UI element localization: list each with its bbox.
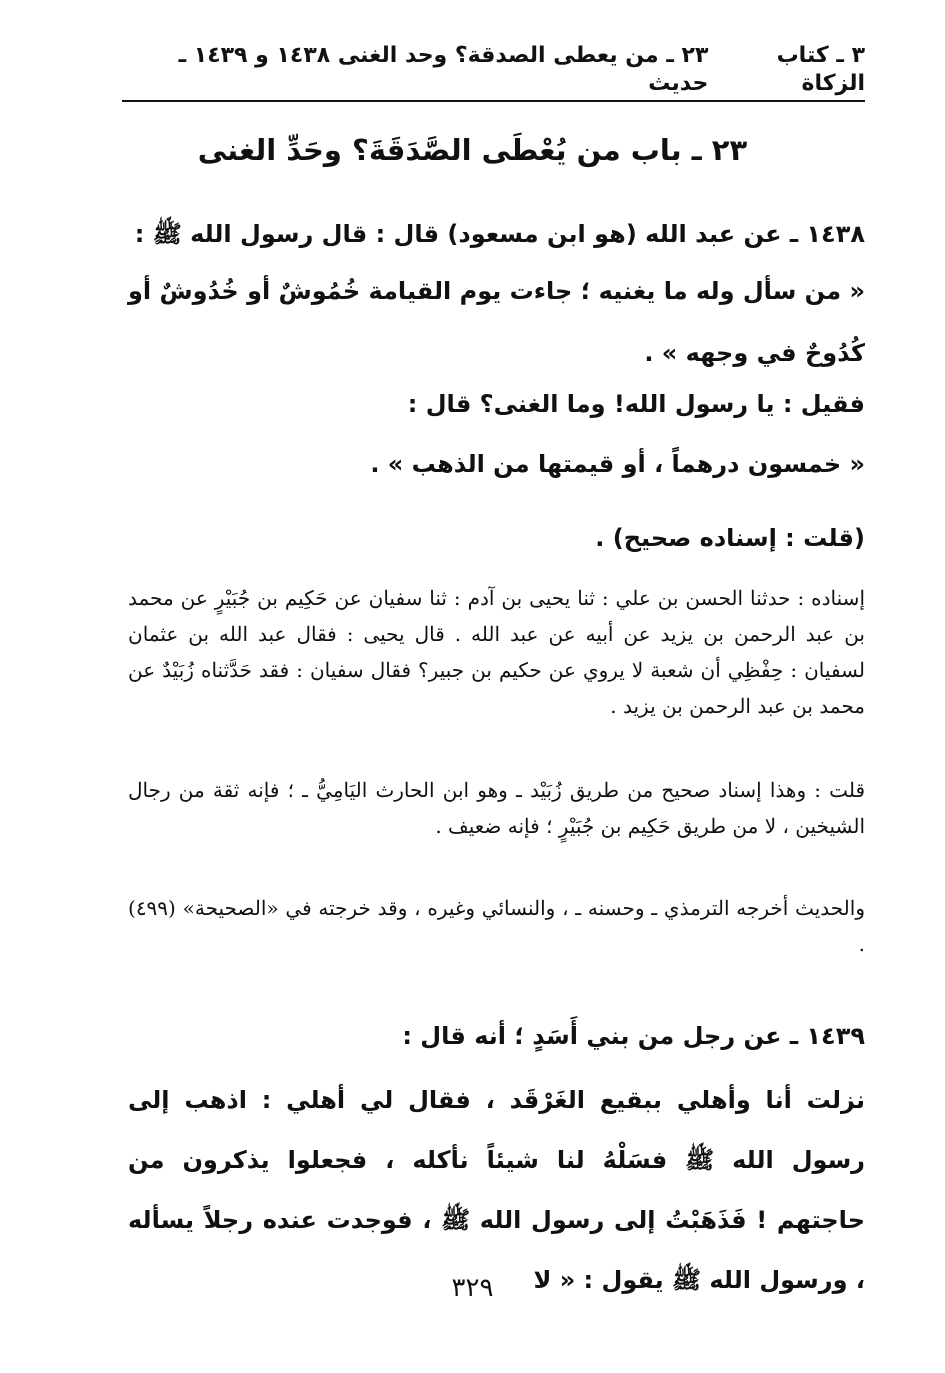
- header-book-title: ٣ ـ كتاب الزكاة: [776, 43, 865, 96]
- hadith-1438-answer: « خمسون درهماً ، أو قيمتها من الذهب » .: [370, 450, 865, 478]
- header-chapter-ref: ٢٣ ـ من يعطى الصدقة؟ وحد الغنى ١٤٣٨ و ١٤٣٩ ـ حديث: [178, 43, 709, 96]
- hadith-1438-isnad: إسناده : حدثنا الحسن بن علي : ثنا يحيى بن آدم : ثنا سفيان عن حَكِيم بن جُبَيْرٍ عن محمد بن عبد الرحمن بن يزيد عن أبيه عن عبد الله . قال يحيى : فقال عبد الله بن عثمان لسفيان : حِفْظِي أن شعبة لا يروي عن حكيم بن جبير؟ فقال سفيان : فقد حَدَّثناه زُبَيْدٌ عن محمد بن عبد الرحمن بن يزيد .: [128, 586, 865, 718]
- hadith-1438-heading: ١٤٣٨ ـ عن عبد الله (هو ابن مسعود) قال : قال رسول الله ﷺ :: [134, 220, 865, 248]
- hadith-1438-question: فقيل : يا رسول الله! وما الغنى؟ قال :: [407, 390, 865, 418]
- page-number: ٣٢٩: [451, 1273, 494, 1303]
- hadith-1438-text: « من سأل وله ما يغنيه ؛ جاءت يوم القيامة خُمُوشٌ أو خُدُوشٌ أو كُدُوحٌ في وجهه » .: [128, 277, 865, 367]
- running-header: [122, 43, 865, 98]
- hadith-1438-grading: (قلت : إسناده صحيح) .: [595, 524, 865, 552]
- chapter-title: ٢٣ ـ باب من يُعْطَى الصَّدَقَةَ؟ وحَدِّ الغنى: [197, 133, 748, 167]
- header-rule: [122, 100, 865, 102]
- hadith-1438-comment: قلت : وهذا إسناد صحيح من طريق زُبَيْد ـ وهو ابن الحارث اليَامِيُّ ـ ؛ فإنه ثقة من رجال الشيخين ، لا من طريق حَكِيم بن جُبَيْرٍ ؛ فإنه ضعيف .: [128, 778, 866, 838]
- hadith-1439-heading: ١٤٣٩ ـ عن رجل من بني أَسَدٍ ؛ أنه قال :: [402, 1022, 865, 1050]
- hadith-1438-takhrij: والحديث أخرجه الترمذي ـ وحسنه ـ ، والنسائي وغيره ، وقد خرجته في «الصحيحة» (٤٩٩) .: [128, 896, 865, 956]
- hadith-1439-text: نزلت أنا وأهلي ببقيع الغَرْقَد ، فقال لي أهلي : اذهب إلى رسول الله ﷺ فسَلْهُ لنا شيئاً نأكله ، فجعلوا يذكرون من حاجتهم ! فَذَهَبْتُ إلى رسول الله ﷺ ، فوجدت عنده رجلاً يسأله ، ورسول الله ﷺ يقول : « لا: [128, 1086, 865, 1294]
